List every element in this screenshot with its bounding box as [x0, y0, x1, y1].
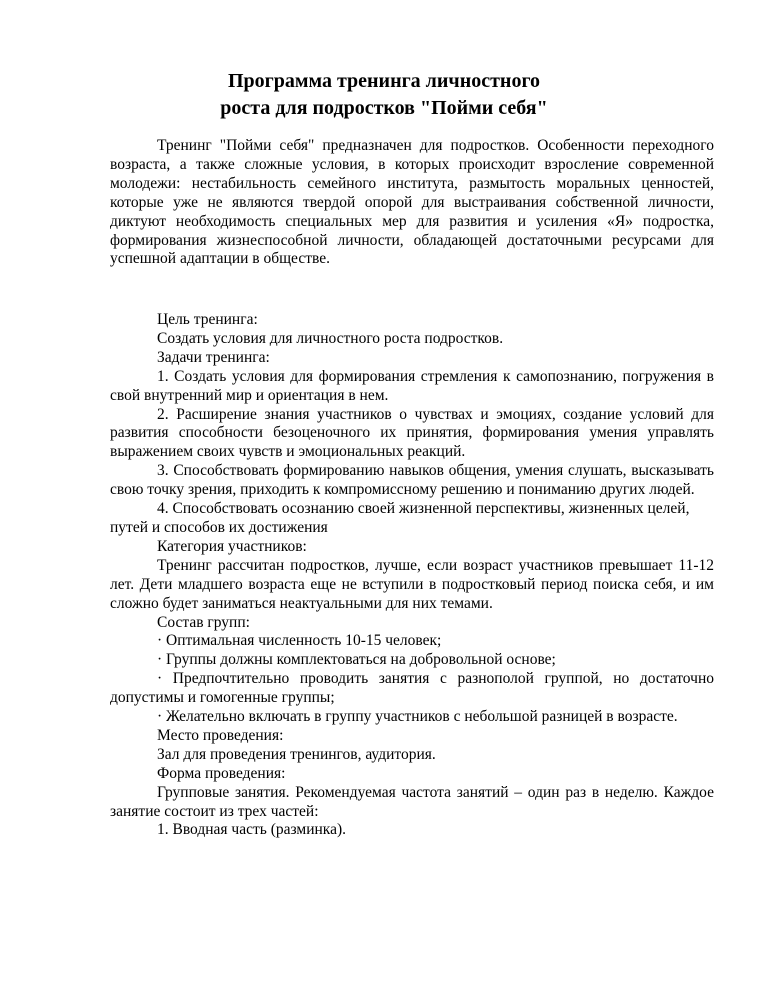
task-item-3: 3. Способствовать формированию навыков общения, умения слушать, высказывать свою точку зрения, приходить к компромиссному решению и пониманию других людей.: [110, 462, 714, 499]
group-item-1: · Оптимальная численность 10-15 человек;: [157, 632, 442, 650]
task-item-2: 2. Расширение знания участников о чувствах и эмоциях, создание условий для развития способности безоценочного их принятия, формирования умения управлять выражением своих чувств и эмоциональных реакций.: [110, 405, 714, 461]
document-title-line-1: Программа тренинга личностного: [227, 70, 541, 92]
intro-section: [110, 137, 714, 269]
document-title-line-2: роста для подростков "Пойми себя": [220, 97, 548, 119]
group-item-3: · Предпочтительно проводить занятия с разнополой группой, но достаточно допустимы и гомогенные группы;: [110, 670, 714, 707]
tasks-label: Задачи тренинга:: [157, 348, 270, 366]
groups-label: Состав групп:: [157, 613, 250, 631]
form-text: Групповые занятия. Рекомендуемая частота занятий – один раз в неделю. Каждое занятие состоит из трех частей:: [110, 783, 714, 820]
group-item-2: · Группы должны комплектоваться на добровольной основе;: [157, 651, 556, 669]
task-item-4: 4. Способствовать осознанию своей жизненной перспективы, жизненных целей, путей и способов их достижения: [110, 500, 690, 536]
task-item-1: 1. Создать условия для формирования стремления к самопознанию, погружения в свой внутренний мир и ориентация в нем.: [110, 367, 714, 404]
place-text: Зал для проведения тренингов, аудитория.: [157, 745, 436, 763]
intro-paragraph: Тренинг "Пойми себя" предназначен для подростков. Особенности переходного возраста, а также сложные условия, в которых происходит взросление современной молодежи: нестабильность семейного института, размытость моральных ценностей, которые уже не являются твердой опорой для выстраивания собственной личности, диктуют необходимость специальных мер для развития и усиления «Я» подростка, формирования жизнеспособной личности, обладающей достаточными ресурсами для успешной адаптации в обществе.: [110, 137, 714, 268]
group-item-4: · Желательно включать в группу участников с небольшой разницей в возрасте.: [157, 708, 678, 726]
goal-label: Цель тренинга:: [157, 311, 258, 328]
place-label: Место проведения:: [157, 726, 284, 744]
form-label: Форма проведения:: [157, 764, 286, 782]
part-item-1: 1. Вводная часть (разминка).: [157, 821, 346, 839]
goal-text: Создать условия для личностного роста подростков.: [157, 329, 504, 347]
participants-text: Тренинг рассчитан подростков, лучше, если возраст участников превышает 11-12 лет. Дети младшего возраста еще не вступили в подростковый период поиска себя, и им сложно будет заниматься неактуальными для них темами.: [110, 556, 714, 612]
program-details: [110, 311, 714, 840]
participants-label: Категория участников:: [157, 537, 307, 555]
